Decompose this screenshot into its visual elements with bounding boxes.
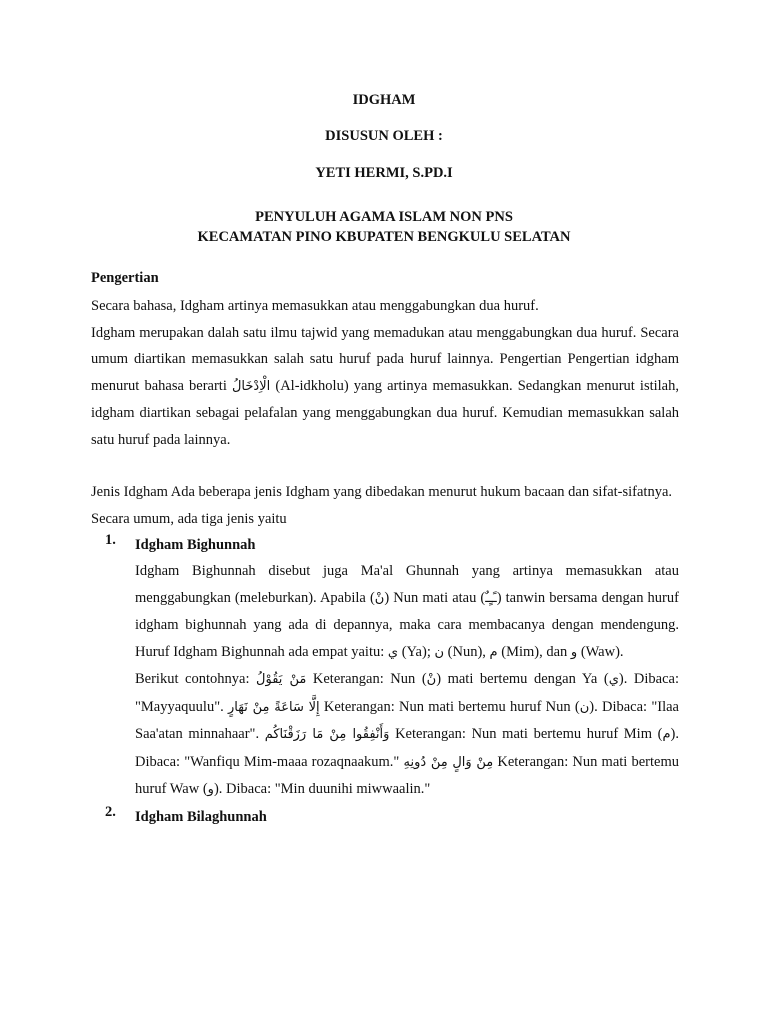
paragraph-1: Secara bahasa, Idgham artinya memasukkan atau menggabungkan dua huruf. xyxy=(91,298,539,314)
p2-arabic: الْاِدْخَالُ xyxy=(231,378,271,394)
arabic-text: و xyxy=(570,644,578,660)
list-title: Idgham Bighunnah xyxy=(135,537,256,553)
paragraph-3: Jenis Idgham Ada beberapa jenis Idgham yang dibedakan menurut hukum bacaan dan sifat-sifatnya. xyxy=(91,484,673,500)
disusun-label: DISUSUN OLEH : xyxy=(325,128,443,144)
text: (Mim), dan xyxy=(497,643,571,660)
list-item-1 xyxy=(91,532,679,804)
text: (Ya); xyxy=(398,643,435,660)
arabic-text: م xyxy=(489,644,498,660)
paragraph-2 xyxy=(91,320,679,454)
arabic-text: نْ xyxy=(426,672,437,687)
document-body xyxy=(91,270,679,830)
list-desc-2 xyxy=(135,666,679,804)
text: (Nun), xyxy=(444,643,490,660)
text: Keterangan: Nun ( xyxy=(306,671,427,687)
list-desc-1 xyxy=(135,558,679,666)
text: ) mati bertemu dengan Ya ( xyxy=(436,671,609,687)
p2-text-b: (Al-idkholu) yang artinya memasukkan. Sedangkan menurut istilah, idgham diartikan sebagai pelafalan yang menggabungkan dua huruf. Kemudian memasukkan salah satu huruf pada lainnya. xyxy=(91,377,679,448)
list-number: 2. xyxy=(105,803,116,820)
text: ) Nun mati atau ( xyxy=(384,589,486,606)
arabic-text: ن xyxy=(579,699,590,715)
text: Idgham Bighunnah disebut juga Ma'al Ghunnah yang artinya memasukkan atau menggabungkan (meleburkan). Apabila ( xyxy=(135,563,679,606)
arabic-text: ي xyxy=(387,644,399,660)
arabic-text: ـًـٍـٌ xyxy=(485,590,497,606)
spacer xyxy=(91,453,679,479)
section-heading: Pengertian xyxy=(91,270,159,286)
paragraph-4: Secara umum, ada tiga jenis yaitu xyxy=(91,510,287,527)
role-line-1: PENYULUH AGAMA ISLAM NON PNS xyxy=(255,209,513,225)
arabic-text: إِلَّا سَاعَةً مِنْ نَهَارٍ xyxy=(228,699,320,715)
arabic-text: مِنْ وَالٍ مِنْ دُونِهِ xyxy=(403,754,494,770)
author-name: YETI HERMI, S.PD.I xyxy=(315,165,453,181)
text: Berikut contohnya: xyxy=(135,671,257,687)
text: Keterangan: Nun mati bertemu huruf Waw ( xyxy=(135,753,679,797)
arabic-text: وَأَنْفِقُوا مِنْ مَا رَزَقْنَاكُم xyxy=(264,727,390,742)
doc-title: IDGHAM xyxy=(352,92,416,108)
author-role xyxy=(0,207,768,247)
list-title: Idgham Bilaghunnah xyxy=(135,808,267,825)
p2-text-a: Idgham merupakan dalah satu ilmu tajwid yang memadukan atau menggabungkan dua huruf. Secara umum diartikan memasukkan salah satu huruf pada huruf lainnya. Pengertian Pengertian idgham menurut bahasa berarti xyxy=(91,324,679,394)
role-line-2: KECAMATAN PINO KBUPATEN BENGKULU SELATAN xyxy=(197,229,571,245)
arabic-text: ي xyxy=(608,672,619,687)
list-item-2 xyxy=(91,804,679,830)
arabic-text: نْ xyxy=(374,590,385,606)
arabic-text: م xyxy=(662,727,671,742)
text: Keterangan: Nun mati bertemu huruf Nun ( xyxy=(319,698,580,715)
text: Keterangan: Nun mati bertemu huruf Mim ( xyxy=(389,726,663,742)
text: ). Dibaca: "Mayyaquulu". xyxy=(135,671,680,715)
arabic-text: و xyxy=(207,782,214,797)
text: ) tanwin bersama dengan huruf idgham bighunnah yang ada di depannya, maka cara membacanya dengan mendengung. Huruf Idgham Bighunnah ada empat yaitu: xyxy=(135,589,679,660)
list-number: 1. xyxy=(105,532,116,548)
text: (Waw). xyxy=(577,643,624,660)
text: ). Dibaca: "Wanfiqu Mim-maaa rozaqnaakum." xyxy=(135,726,679,770)
arabic-text: ن xyxy=(434,644,445,660)
text: ). Dibaca: "Ilaa Saa'atan minnahaar". xyxy=(135,698,679,742)
text: ). Dibaca: "Min duunihi miwwaalin." xyxy=(213,781,431,797)
arabic-text: مَنْ يَقُوْلُ xyxy=(256,672,307,687)
